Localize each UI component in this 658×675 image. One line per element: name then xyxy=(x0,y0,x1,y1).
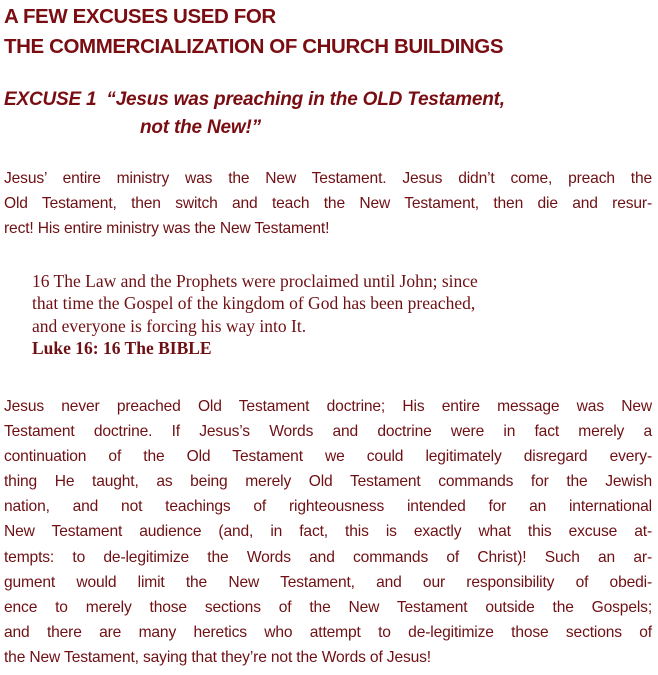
paragraph-line: rect! His entire ministry was the New Testament! xyxy=(4,220,330,238)
paragraph-1 xyxy=(4,166,652,241)
title-line-2: THE COMMERCIALIZATION OF CHURCH BUILDINGS xyxy=(4,35,504,58)
scripture-line: 16 The Law and the Prophets were proclaimed until John; since xyxy=(32,271,478,291)
document-title xyxy=(4,2,654,62)
paragraph-line: ence to merely those sections of the New Testament outside the Gospels; xyxy=(4,598,652,616)
excuse-number: EXCUSE 1 xyxy=(4,89,97,110)
paragraph-line: Testament doctrine. If Jesus’s Words and doctrine were in fact merely a xyxy=(4,423,652,441)
excuse-quote-line-1: “Jesus was preaching in the OLD Testament, xyxy=(106,89,505,110)
paragraph-line: Jesus never preached Old Testament doctrine; His entire message was New xyxy=(4,398,652,415)
excuse-heading xyxy=(4,86,654,142)
paragraph-2 xyxy=(4,394,652,670)
paragraph-line: gument would limit the New Testament, and our responsibility of obedi- xyxy=(4,573,652,591)
paragraph-line: tempts: to de-legitimize the Words and commands of Christ)! Such an ar- xyxy=(4,548,652,566)
title-line-1: A FEW EXCUSES USED FOR xyxy=(4,5,276,28)
paragraph-line: the New Testament, saying that they’re not the Words of Jesus! xyxy=(4,648,431,666)
scripture-line: and everyone is forcing his way into It. xyxy=(32,315,307,336)
excuse-quote-line-2: not the New!” xyxy=(140,117,261,138)
scripture-line: that time the Gospel of the kingdom of God has been preached, xyxy=(32,293,476,314)
paragraph-line: nation, and not teachings of righteousness intended for an international xyxy=(4,498,652,516)
scripture-quote xyxy=(32,270,632,359)
excuse-heading-line-1 xyxy=(4,86,654,114)
paragraph-line: Old Testament, then switch and teach the New Testament, then die and resur- xyxy=(4,195,652,213)
paragraph-line: and there are many heretics who attempt to de-legitimize those sections of xyxy=(4,623,652,641)
paragraph-line: thing He taught, as being merely Old Testament commands for the Jewish xyxy=(4,473,652,491)
paragraph-line: New Testament audience (and, in fact, this is exactly what this excuse at- xyxy=(4,523,652,541)
paragraph-line: Jesus’ entire ministry was the New Testament. Jesus didn’t come, preach the xyxy=(4,170,652,187)
paragraph-line: continuation of the Old Testament we could legitimately disregard every- xyxy=(4,448,652,466)
scripture-reference: Luke 16: 16 The BIBLE xyxy=(32,337,212,358)
